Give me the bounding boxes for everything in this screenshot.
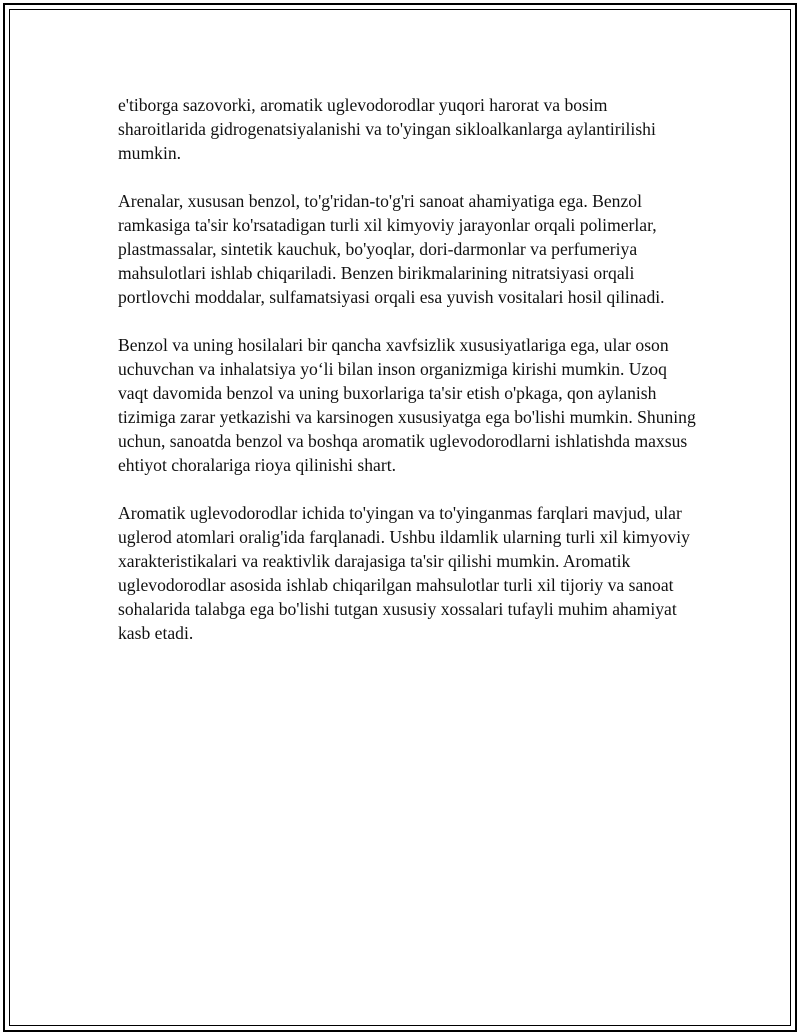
paragraph-1: e'tiborga sazovorki, aromatik uglevodorodlar yuqori harorat va bosim sharoitlarida gidrogenatsiyalanishi va to'yingan sikloalkanlarga aylantirilishi mumkin. [118,95,656,163]
paragraph-2: Arenalar, xususan benzol, to'g'ridan-to'g'ri sanoat ahamiyatiga ega. Benzol ramkasiga ta'sir ko'rsatadigan turli xil kimyoviy jarayonlar orqali polimerlar, plastmassalar, sintetik kauchuk, bo'yoqlar, dori-darmonlar va perfumeriya mahsulotlari ishlab chiqariladi. Benzen birikmalarining nitratsiyasi orqali portlovchi moddalar, sulfamatsiyasi orqali esa yuvish vositalari hosil qilinadi. [118,191,665,307]
paragraph-3: Benzol va uning hosilalari bir qancha xavfsizlik xususiyatlariga ega, ular oson uchuvchan va inhalatsiya yo‘li bilan inson organizmiga kirishi mumkin. Uzoq vaqt davomida benzol va uning buxorlariga ta'sir etish o'pkaga, qon aylanish tizimiga zarar yetkazishi va karsinogen xususiyatga ega bo'lishi mumkin. Shuning uchun, sanoatda benzol va boshqa aromatik uglevodorodlarni ishlatishda maxsus ehtiyot choralariga rioya qilinishi shart. [118,335,696,475]
document-body [118,93,698,669]
paragraph-4: Aromatik uglevodorodlar ichida to'yingan va to'yinganmas farqlari mavjud, ular uglerod atomlari oralig'ida farqlanadi. Ushbu ildamlik ularning turli xil kimyoviy xarakteristikalari va reaktivlik darajasiga ta'sir qilishi mumkin. Aromatik uglevodorodlar asosida ishlab chiqarilgan mahsulotlar turli xil tijoriy va sanoat sohalarida talabga ega bo'lishi tutgan xususiy xossalari tufayli muhim ahamiyat kasb etadi. [118,503,690,643]
